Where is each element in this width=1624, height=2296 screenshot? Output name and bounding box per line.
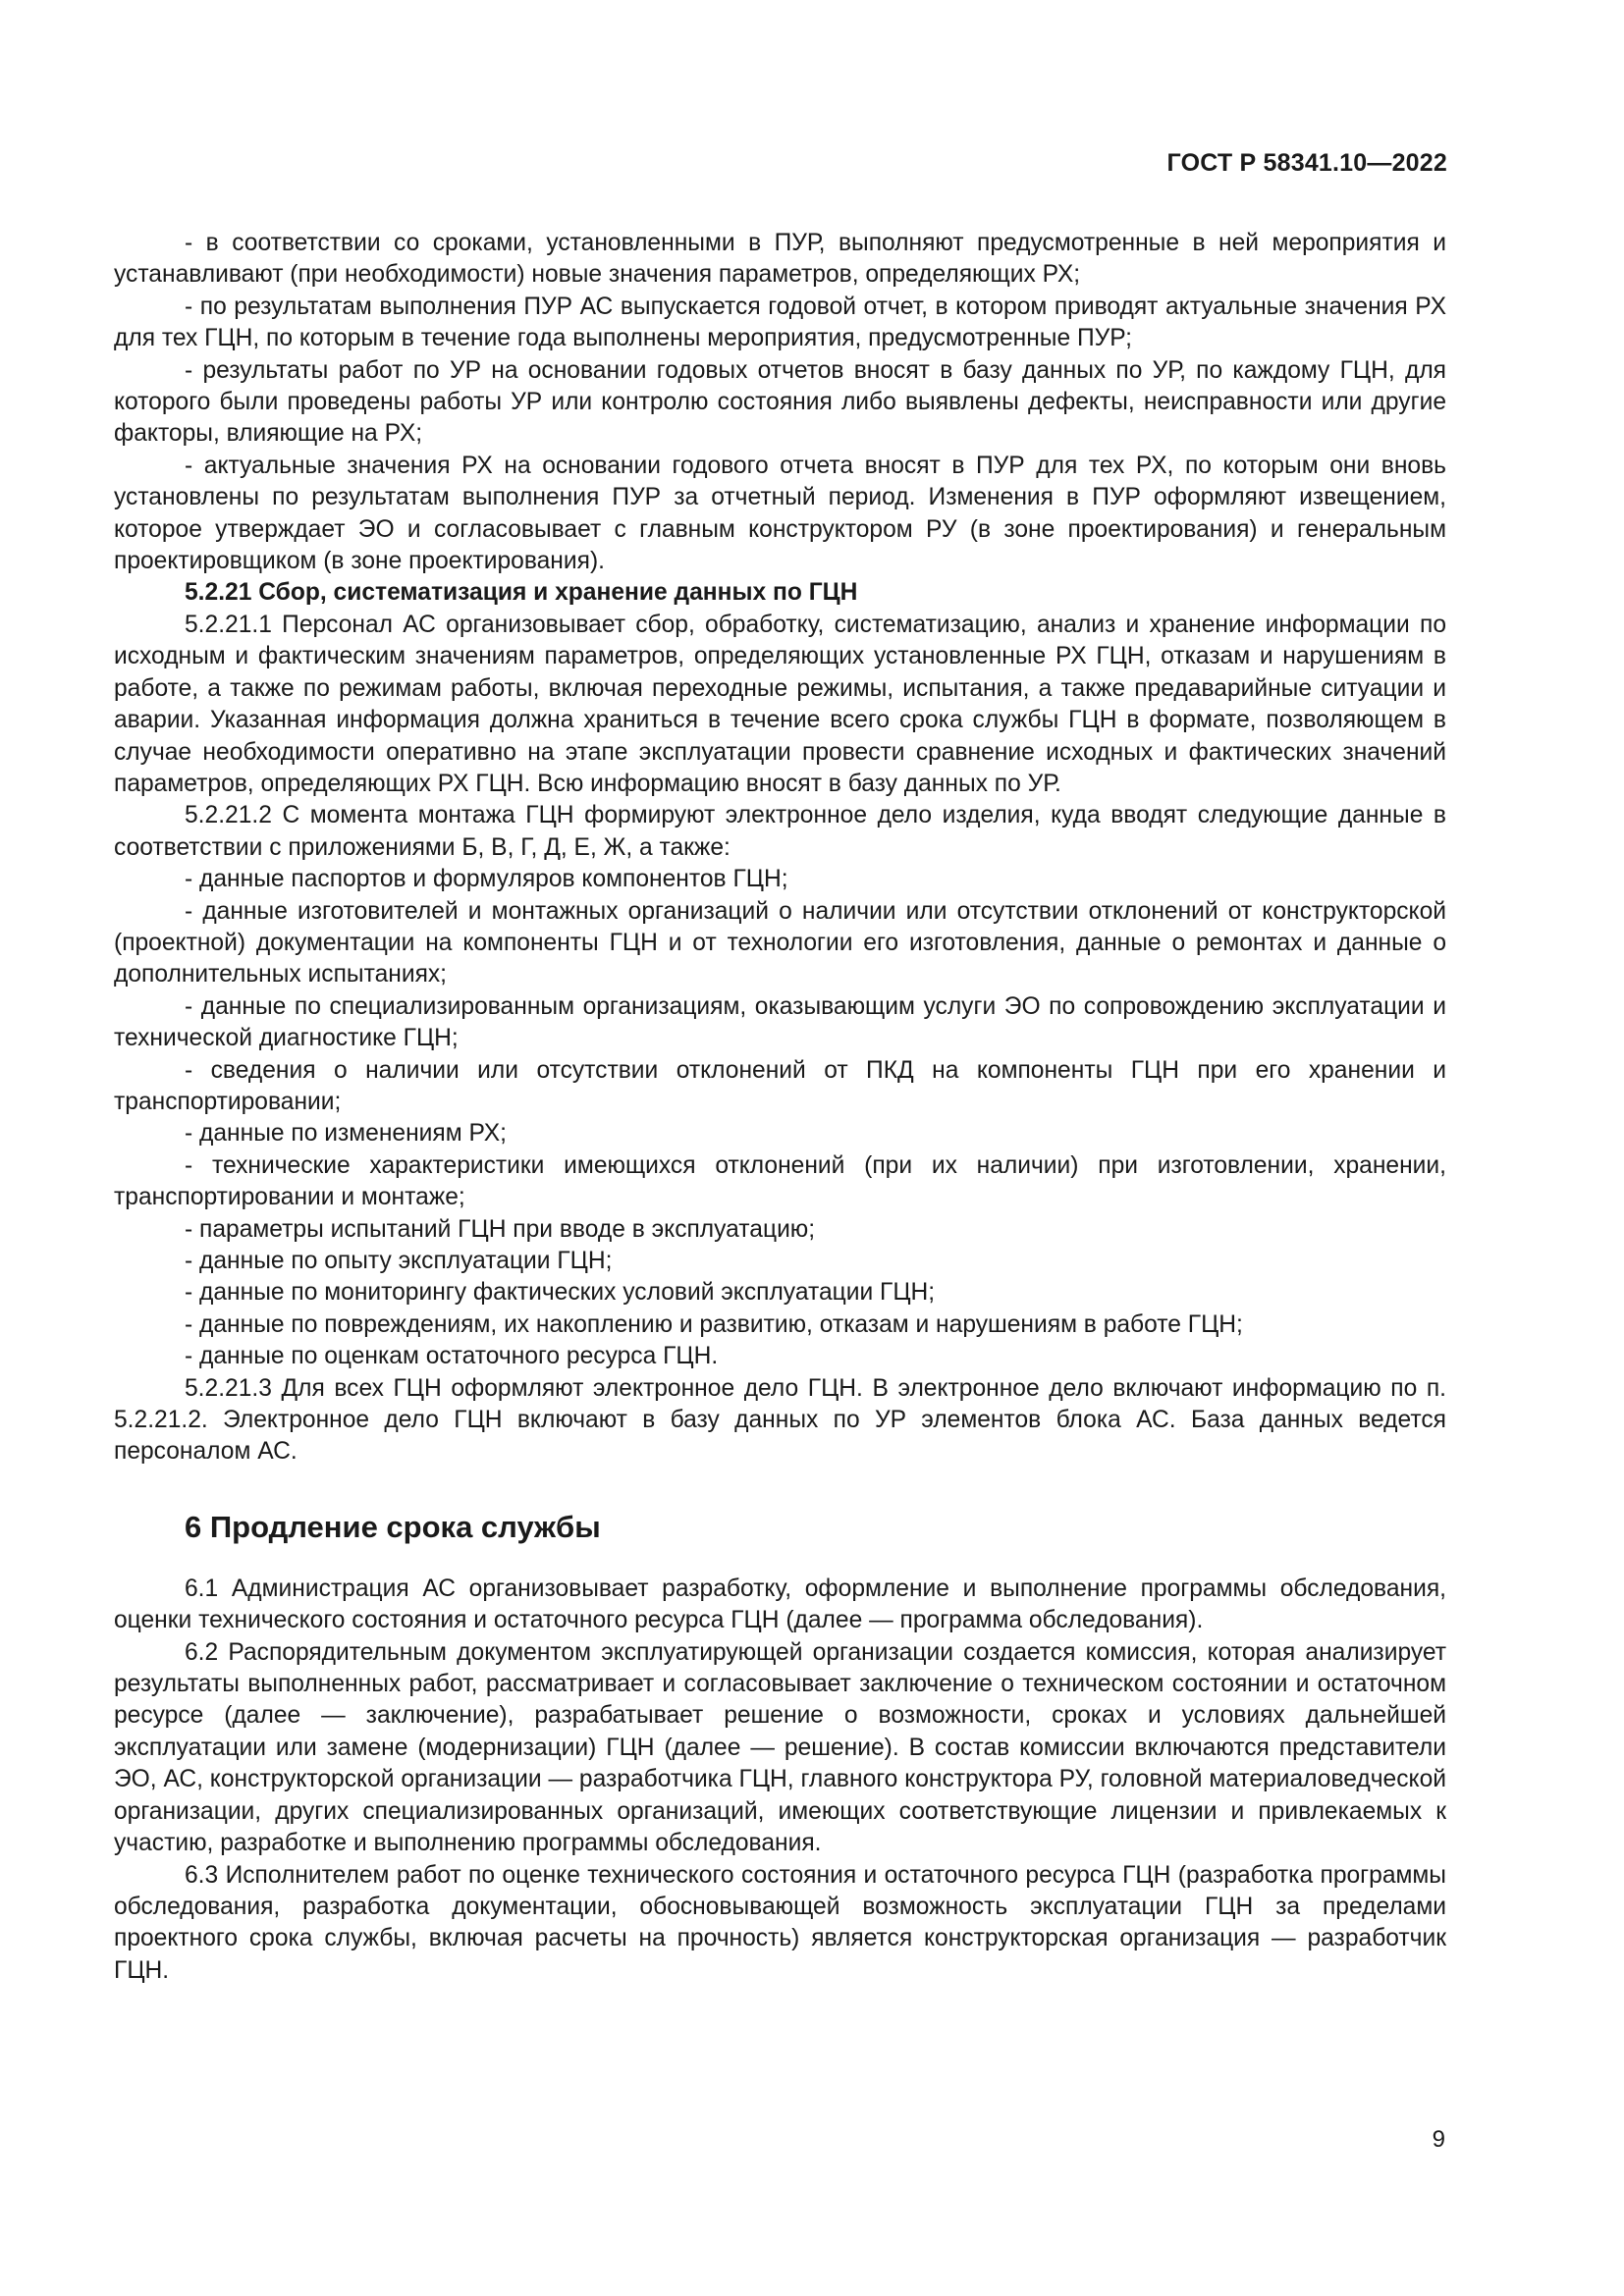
page-body <box>114 228 1446 1987</box>
paragraph: 5.2.21.3 Для всех ГЦН оформляют электронное дело ГЦН. В электронное дело включают информацию по п. 5.2.21.2. Электронное дело ГЦН включают в базу данных по УР элементов блока АС. База данных ведется персоналом АС. <box>114 1374 1446 1466</box>
list-item: - данные по опыту эксплуатации ГЦН; <box>185 1248 613 1274</box>
paragraph: 5.2.21.1 Персонал АС организовывает сбор, обработку, систематизацию, анализ и хранение информации по исходным и фактическим значениям параметров, определяющих установленные РХ ГЦН, отказам и нарушениям в работе, а также по режимам работы, включая переходные режимы, испытания, а также предаварийные ситуации и аварии. Указанная информация должна храниться в течение всего срока службы ГЦН в формате, позволяющем в случае необходимости оперативно на этапе эксплуатации провести сравнение исходных и фактических значений параметров, определяющих РХ ГЦН. Всю информацию вносят в базу данных по УР. <box>114 611 1446 797</box>
list-item: - данные по специализированным организациям, оказывающим услуги ЭО по сопровождению эксплуатации и технической диагностике ГЦН; <box>114 992 1446 1052</box>
list-item: - данные паспортов и формуляров компонентов ГЦН; <box>185 866 788 893</box>
paragraph: - актуальные значения РХ на основании годового отчета вносят в ПУР для тех РХ, по которым они вновь установлены по результатам выполнения ПУР за отчетный период. Изменения в ПУР оформляют извещением, которое утверждает ЭО и согласовывает с главным конструктором РУ (в зоне проектирования) и генеральным проектировщиком (в зоне проектирования). <box>114 452 1446 575</box>
document-code: ГОСТ Р 58341.10—2022 <box>1166 149 1447 177</box>
list-item: - технические характеристики имеющихся отклонений (при их наличии) при изготовлении, хранении, транспортировании и монтаже; <box>114 1151 1446 1211</box>
list-item: - сведения о наличии или отсутствии отклонений от ПКД на компоненты ГЦН при его хранении и транспортировании; <box>114 1056 1446 1115</box>
subsection-heading: 5.2.21 Сбор, систематизация и хранение данных по ГЦН <box>185 579 858 607</box>
paragraph: - в соответствии со сроками, установленными в ПУР, выполняют предусмотренные в ней мероприятия и устанавливают (при необходимости) новые значения параметров, определяющих РХ; <box>114 230 1446 289</box>
list-item: - данные по оценкам остаточного ресурса ГЦН. <box>185 1343 719 1370</box>
list-item: - данные по изменениям РХ; <box>185 1120 508 1148</box>
paragraph: 5.2.21.2 С момента монтажа ГЦН формируют электронное дело изделия, куда вводят следующие данные в соответствии с приложениями Б, В, Г, Д, Е, Ж, а также: <box>114 802 1446 861</box>
paragraph: - результаты работ по УР на основании годовых отчетов вносят в базу данных по УР, по каждому ГЦН, для которого были проведены работы УР или контролю состояния либо выявлены дефекты, неисправности или другие факторы, влияющие на РХ; <box>114 356 1446 448</box>
list-item: - параметры испытаний ГЦН при вводе в эксплуатацию; <box>185 1215 816 1243</box>
list-item: - данные по мониторингу фактических условий эксплуатации ГЦН; <box>185 1279 936 1307</box>
list-item: - данные изготовителей и монтажных организаций о наличии или отсутствии отклонений от конструкторской (проектной) документации на компоненты ГЦН и от технологии его изготовления, данные о ремонтах и данные о дополнительных испытаниях; <box>114 897 1446 988</box>
list-item: - данные по повреждениям, их накоплению и развитию, отказам и нарушениям в работе ГЦН; <box>185 1310 1243 1338</box>
paragraph: - по результатам выполнения ПУР АС выпускается годовой отчет, в котором приводят актуальные значения РХ для тех ГЦН, по которым в течение года выполнены мероприятия, предусмотренные ПУР; <box>114 293 1446 352</box>
paragraph: 6.3 Исполнителем работ по оценке технического состояния и остаточного ресурса ГЦН (разработка программы обследования, разработка документации, обосновывающей возможность эксплуатации ГЦН за пределами проектного срока службы, включая расчеты на прочность) является конструкторская организация — разработчик ГЦН. <box>114 1861 1446 1984</box>
page-number: 9 <box>1432 2126 1445 2153</box>
paragraph: 6.1 Администрация АС организовывает разработку, оформление и выполнение программы обследования, оценки технического состояния и остаточного ресурса ГЦН (далее — программа обследования). <box>114 1575 1446 1634</box>
paragraph: 6.2 Распорядительным документом эксплуатирующей организации создается комиссия, которая анализирует результаты выполненных работ, рассматривает и согласовывает заключение о техническом состоянии и остаточном ресурсе (далее — заключение), разрабатывает решение о возможности, сроках и условиях дальнейшей эксплуатации или замене (модернизации) ГЦН (далее — решение). В состав комиссии включаются представители ЭО, АС, конструкторской организации — разработчика ГЦН, главного конструктора РУ, головной материаловедческой организации, других специализированных организаций, имеющих соответствующие лицензии и привлекаемых к участию, разработке и выполнению программы обследования. <box>114 1638 1446 1857</box>
section-heading: 6 Продление срока службы <box>185 1509 601 1544</box>
